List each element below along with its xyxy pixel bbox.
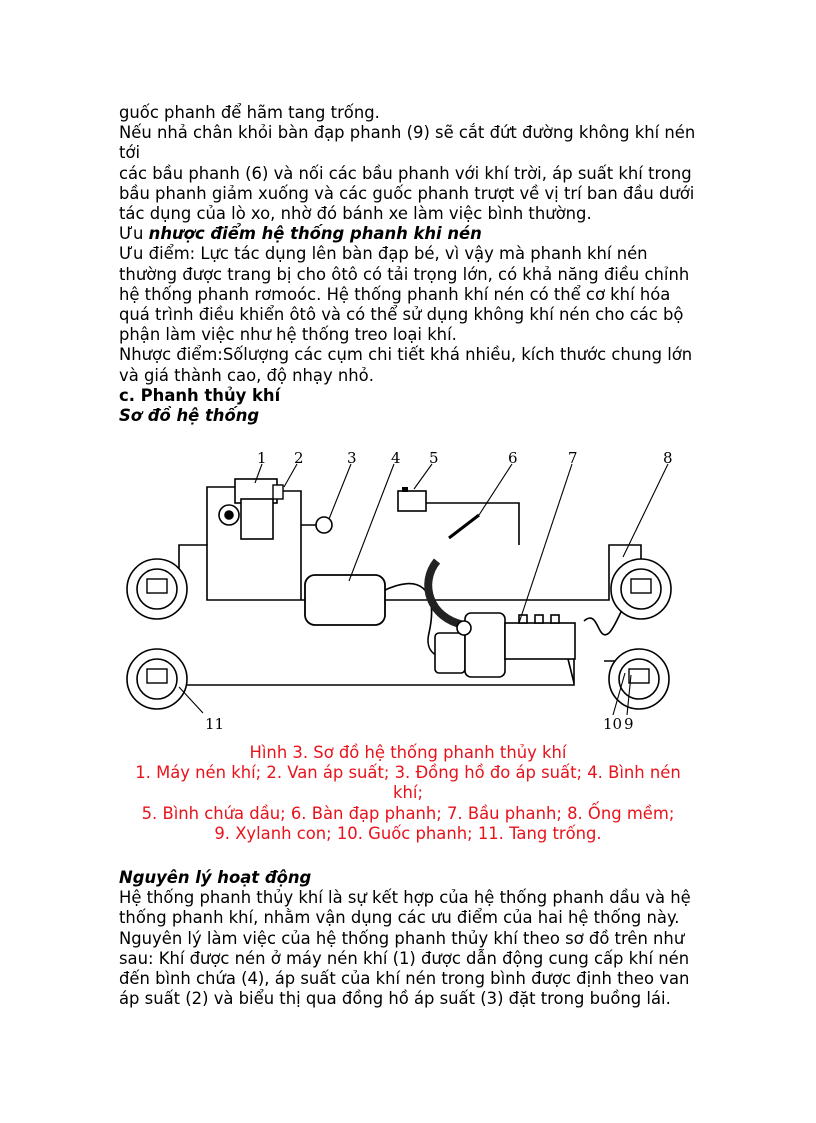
pressure-gauge bbox=[316, 517, 332, 533]
caption-line: khí; bbox=[393, 783, 423, 803]
text-section-1 bbox=[119, 103, 709, 426]
label-11: 11 bbox=[205, 715, 225, 733]
heading-prefix: Ưu bbox=[119, 224, 149, 244]
caption-line: 1. Máy nén khí; 2. Van áp suất; 3. Đồng hồ đo áp suất; 4. Bình nén bbox=[135, 763, 681, 783]
compressor bbox=[219, 479, 277, 539]
caption-line: Hình 3. Sơ đồ hệ thống phanh thủy khí bbox=[249, 743, 567, 762]
figure-caption bbox=[119, 743, 697, 844]
subsection-title: c. Phanh thủy khí bbox=[119, 385, 281, 405]
air-tank bbox=[305, 575, 385, 625]
text-line: sau: Khí được nén ở máy nén khí (1) được dẫn động cung cấp khí nén bbox=[119, 948, 690, 968]
label-10: 10 bbox=[603, 715, 623, 733]
heading-emphasis: nhược điểm hệ thống phanh khi nén bbox=[148, 224, 482, 244]
label-7: 7 bbox=[568, 449, 578, 467]
oil-reservoir bbox=[398, 491, 426, 511]
caption-line: 5. Bình chứa dầu; 6. Bàn đạp phanh; 7. Bầu phanh; 8. Ống mềm; bbox=[141, 803, 675, 823]
text-section-2 bbox=[119, 868, 709, 1009]
label-1: 1 bbox=[257, 449, 267, 467]
text-line: thống phanh khí, nhằm vận dụng các ưu điểm của hai hệ thống này. bbox=[119, 908, 680, 928]
text-line: Nhược điểm:Sốlượng các cụm chi tiết khá nhiều, kích thước chung lớn bbox=[119, 345, 693, 365]
text-line: tới bbox=[119, 143, 141, 163]
air-pipe-loop bbox=[179, 545, 641, 600]
text-line: hệ thống phanh rơmoóc. Hệ thống phanh khí nén có thể cơ khí hóa bbox=[119, 284, 671, 304]
label-2: 2 bbox=[294, 449, 304, 467]
label-9: 9 bbox=[624, 715, 634, 733]
text-line: các bầu phanh (6) và nối các bầu phanh với khí trời, áp suất khí trong bbox=[119, 163, 692, 183]
caption-line: 9. Xylanh con; 10. Guốc phanh; 11. Tang trống. bbox=[214, 823, 602, 843]
text-line: bầu phanh giảm xuống và các guốc phanh trượt về vị trí ban đầu dưới bbox=[119, 183, 695, 203]
text-line: đến bình chứa (4), áp suất của khí nén trong bình được định theo van bbox=[119, 969, 690, 989]
valve-pipe bbox=[277, 491, 301, 600]
brake-system-diagram bbox=[119, 443, 687, 735]
text-line: Nguyên lý làm việc của hệ thống phanh thủy khí theo sơ đồ trên như bbox=[119, 928, 685, 948]
label-3: 3 bbox=[347, 449, 357, 467]
diagram-svg bbox=[119, 443, 687, 735]
diagram-heading: Sơ đồ hệ thống bbox=[119, 406, 260, 426]
label-5: 5 bbox=[429, 449, 439, 467]
text-line: thường được trang bị cho ôtô có tải trọng lớn, có khả năng điều chỉnh bbox=[119, 264, 690, 284]
section-title: Nguyên lý hoạt động bbox=[119, 868, 312, 887]
text-line: Nếu nhả chân khỏi bàn đạp phanh (9) sẽ cắt đứt đường không khí nén bbox=[119, 123, 696, 143]
text-line: guốc phanh để hãm tang trống. bbox=[119, 103, 380, 122]
pros-cons-heading bbox=[119, 224, 709, 244]
text-line: tác dụng của lò xo, nhờ đó bánh xe làm việc bình thường. bbox=[119, 204, 592, 224]
label-6: 6 bbox=[508, 449, 518, 467]
text-line: Hệ thống phanh thủy khí là sự kết hợp của hệ thống phanh dầu và hệ bbox=[119, 888, 691, 908]
label-8: 8 bbox=[663, 449, 673, 467]
text-line: quá trình điều khiển ôtô và có thể sử dụng không khí nén cho các bộ bbox=[119, 305, 684, 325]
pressure-valve bbox=[273, 485, 283, 499]
text-line: Ưu điểm: Lực tác dụng lên bàn đạp bé, vì vậy mà phanh khí nén bbox=[119, 244, 648, 264]
label-4: 4 bbox=[391, 449, 401, 467]
text-line: phận làm việc như hệ thống treo loại khí. bbox=[119, 325, 457, 345]
text-line: và giá thành cao, độ nhạy nhỏ. bbox=[119, 365, 374, 385]
text-line: áp suất (2) và biểu thị qua đồng hồ áp suất (3) đặt trong buồng lái. bbox=[119, 989, 671, 1009]
pedal-arm bbox=[428, 561, 464, 625]
